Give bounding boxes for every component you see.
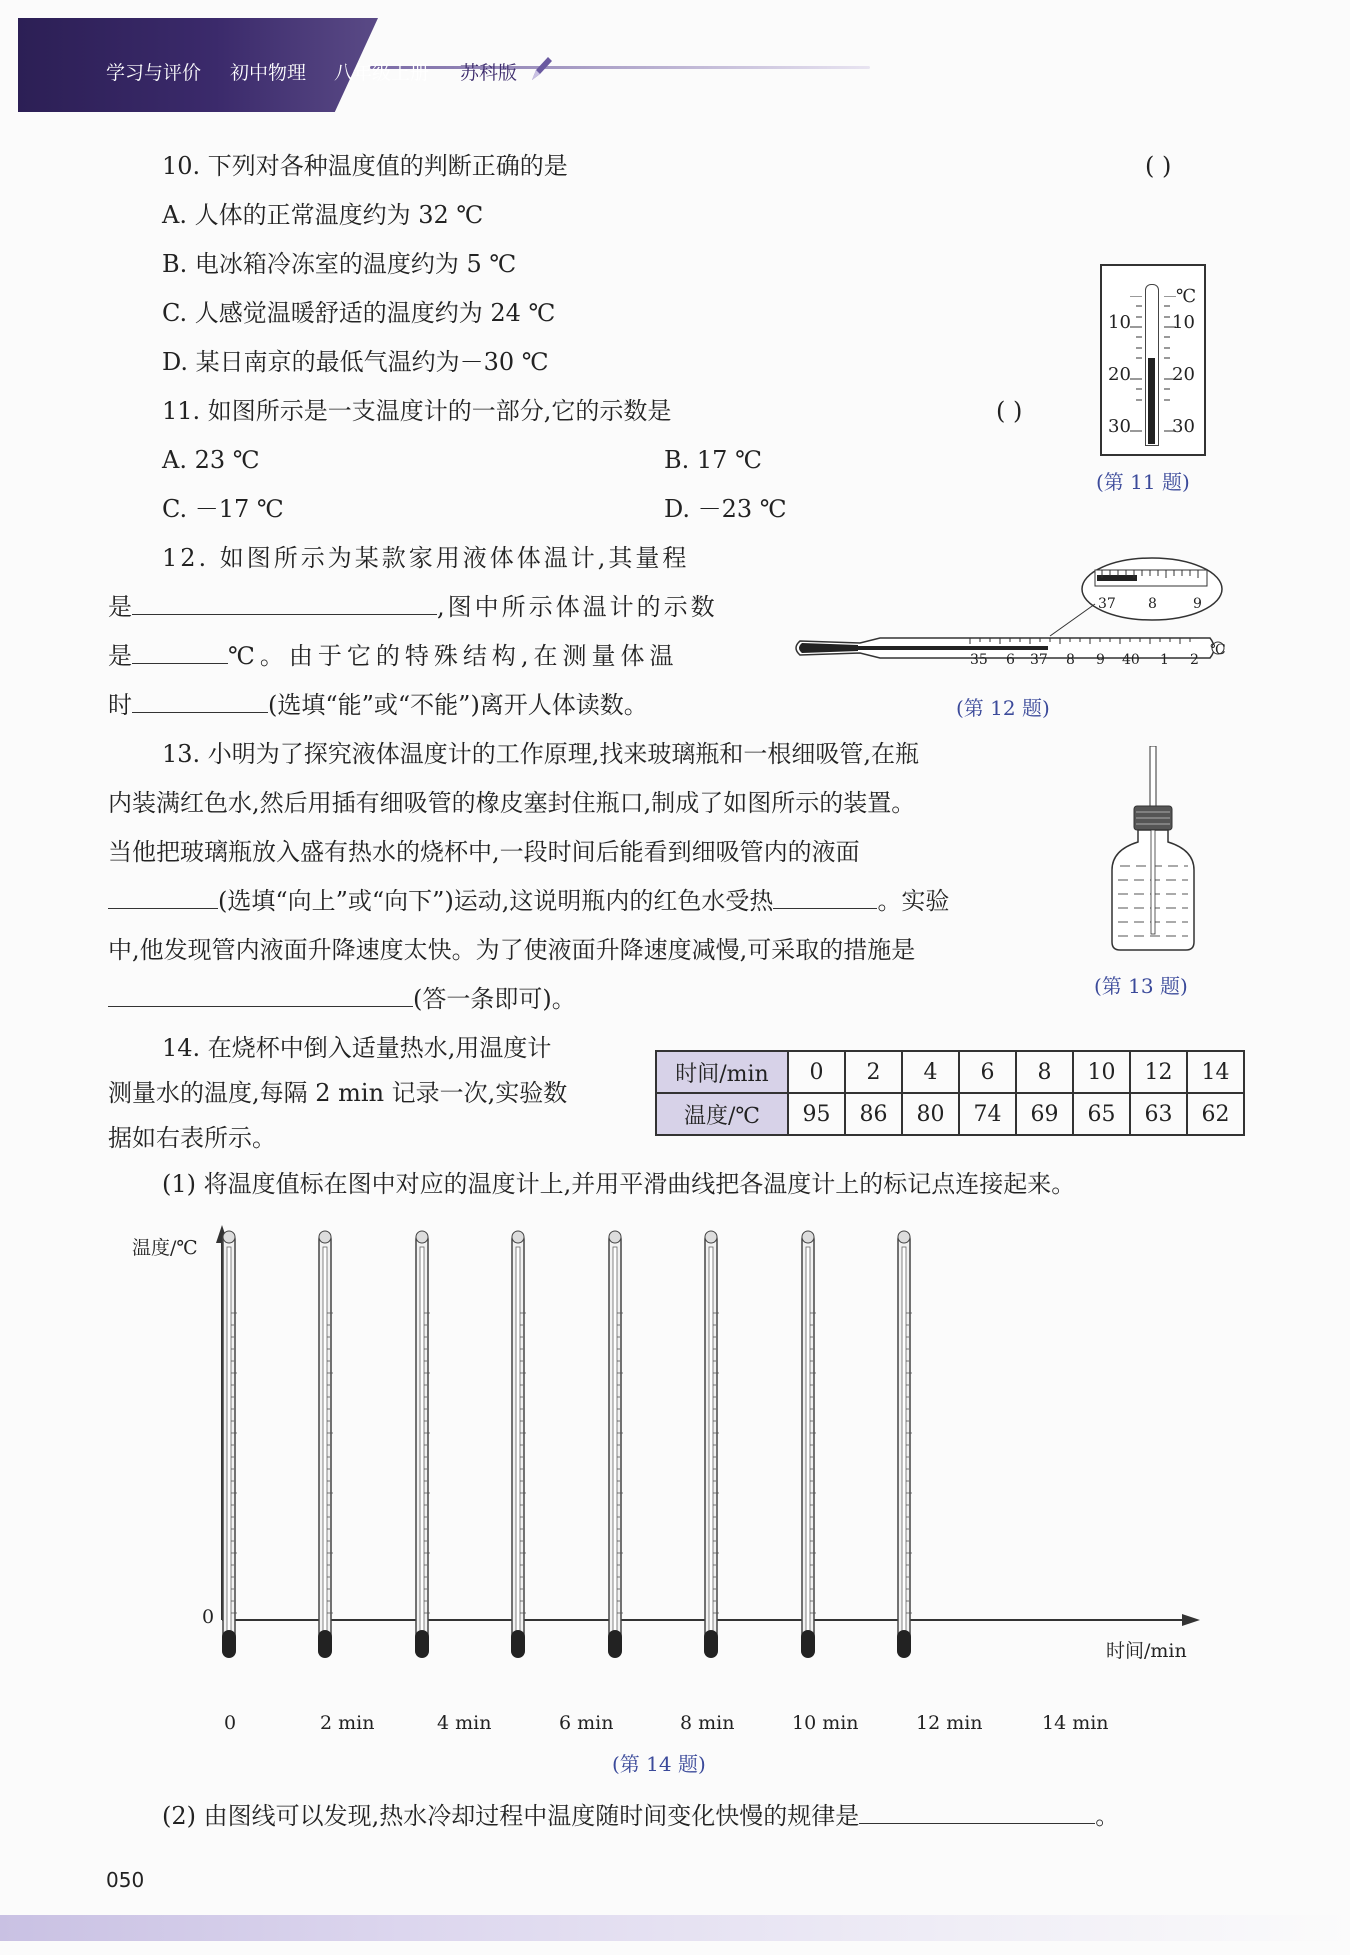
q11-thermometer-figure — [1100, 264, 1206, 456]
q14-thermometer — [608, 1231, 623, 1658]
q14-label-10min: 10 min — [792, 1712, 859, 1734]
q12-zoom-label-9: 9 — [1193, 596, 1202, 612]
q10-option-b: B. 电冰箱冷冻室的温度约为 5 ℃ — [162, 250, 517, 278]
q10-option-d: D. 某日南京的最低气温约为－30 ℃ — [162, 348, 549, 376]
table-cell: 74 — [959, 1093, 1016, 1135]
q14-thermometer — [704, 1231, 719, 1658]
q14-data-table — [655, 1050, 1245, 1136]
q12-scale-9: 9 — [1096, 652, 1105, 668]
table-cell: 0 — [788, 1051, 845, 1093]
q12-scale-37: 37 — [1030, 652, 1048, 668]
q14-thermometers — [222, 1231, 912, 1658]
q14-y-axis-label: 温度/℃ — [132, 1237, 198, 1259]
header-edition: 苏科版 — [460, 62, 518, 84]
table-head-time: 时间/min — [656, 1051, 788, 1093]
q14-thermometer — [222, 1231, 237, 1658]
table-cell: 86 — [845, 1093, 902, 1135]
q14-label-12min: 12 min — [916, 1712, 983, 1734]
q14-thermometer — [801, 1231, 816, 1658]
q12-scale-1: 1 — [1160, 652, 1169, 668]
q12-scale-8: 8 — [1066, 652, 1075, 668]
q13-bottle-figure — [1108, 746, 1208, 952]
q13-line2: 内装满红色水,然后用插有细吸管的橡皮塞封住瓶口,制成了如图所示的装置。 — [108, 789, 916, 817]
header-grade: 八年级上册 — [334, 62, 430, 84]
q13-line4: (选填“向上”或“向下”)运动,这说明瓶内的红色水受热 。实验 — [108, 885, 949, 917]
table-cell: 8 — [1016, 1051, 1073, 1093]
header-series: 学习与评价 — [106, 62, 202, 84]
q11-unit: ℃ — [1176, 286, 1197, 307]
q14-label-14min: 14 min — [1042, 1712, 1109, 1734]
q14-label-2min: 2 min — [320, 1712, 375, 1734]
table-cell: 6 — [959, 1051, 1016, 1093]
q14-thermometer — [415, 1231, 430, 1658]
q14-label-8min: 8 min — [680, 1712, 735, 1734]
q12-unit: ℃ — [1210, 642, 1226, 658]
q12-caption: (第 12 题) — [956, 696, 1050, 720]
q10-option-a: A. 人体的正常温度约为 32 ℃ — [162, 201, 484, 229]
q14-thermometer — [318, 1231, 333, 1658]
page-number: 050 — [106, 1868, 145, 1892]
q13-caption: (第 13 题) — [1094, 974, 1188, 998]
q13-line1: 13. 小明为了探究液体温度计的工作原理,找来玻璃瓶和一根细吸管,在瓶 — [162, 740, 920, 768]
q11-stem: 11. 如图所示是一支温度计的一部分,它的示数是 — [162, 397, 672, 425]
q14-part1: (1) 将温度值标在图中对应的温度计上,并用平滑曲线把各温度计上的标记点连接起来。 — [162, 1170, 1076, 1198]
q14-line2: 测量水的温度,每隔 2 min 记录一次,实验数 — [108, 1079, 568, 1107]
table-cell: 95 — [788, 1093, 845, 1135]
table-cell: 4 — [902, 1051, 959, 1093]
q14-line1: 14. 在烧杯中倒入适量热水,用温度计 — [162, 1034, 552, 1062]
q13-line3: 当他把玻璃瓶放入盛有热水的烧杯中,一段时间后能看到细吸管内的液面 — [108, 838, 860, 866]
q12-zoom-label-37: 37 — [1098, 596, 1116, 612]
q12-line1: 12. 如图所示为某款家用液体体温计,其量程 — [162, 544, 690, 572]
q11-tick-left-20: 20 — [1108, 364, 1131, 385]
q12-scale-2: 2 — [1190, 652, 1199, 668]
q11-scale-ticks — [1130, 296, 1176, 446]
q14-label-6min: 6 min — [559, 1712, 614, 1734]
q14-line3: 据如右表所示。 — [108, 1124, 276, 1152]
table-cell: 63 — [1130, 1093, 1187, 1135]
q12-line4: 时 (选填“能”或“不能”)离开人体读数。 — [108, 691, 648, 719]
table-cell: 14 — [1187, 1051, 1244, 1093]
q13-line6: (答一条即可)。 — [108, 983, 576, 1015]
q11-answer-paren: ( ) — [996, 397, 1023, 425]
table-cell: 62 — [1187, 1093, 1244, 1135]
table-cell: 65 — [1073, 1093, 1130, 1135]
q14-thermometer — [511, 1231, 526, 1658]
q11-option-d: D. －23 ℃ — [664, 495, 787, 523]
footer-band — [0, 1915, 1350, 1941]
q14-label-0: 0 — [224, 1712, 237, 1734]
q12-line3: 是 ℃。由于它的特殊结构,在测量体温 — [108, 642, 679, 670]
q14-x-axis-label: 时间/min — [1106, 1640, 1187, 1662]
q11-caption: (第 11 题) — [1096, 470, 1190, 494]
table-cell: 69 — [1016, 1093, 1073, 1135]
q14-part2: (2) 由图线可以发现,热水冷却过程中温度随时间变化快慢的规律是 。 — [162, 1802, 1120, 1830]
q14-thermometer-array-figure — [120, 1225, 1210, 1730]
q11-tick-right-10: 10 — [1172, 312, 1195, 333]
q13-line5: 中,他发现管内液面升降速度太快。为了使液面升降速度减慢,可采取的措施是 — [108, 936, 916, 964]
q11-option-c: C. －17 ℃ — [162, 495, 284, 523]
table-cell: 10 — [1073, 1051, 1130, 1093]
q12-scale-35: 35 — [970, 652, 988, 668]
header-subject: 初中物理 — [230, 62, 307, 84]
q14-x-axis-arrow — [1182, 1614, 1200, 1626]
q12-scale-6: 6 — [1006, 652, 1015, 668]
table-cell: 2 — [845, 1051, 902, 1093]
q11-option-a: A. 23 ℃ — [162, 446, 260, 474]
q11-tick-left-10: 10 — [1108, 312, 1131, 333]
table-cell: 80 — [902, 1093, 959, 1135]
q14-origin-label: 0 — [202, 1606, 215, 1628]
q10-option-c: C. 人感觉温暖舒适的温度约为 24 ℃ — [162, 299, 556, 327]
q14-thermometer — [897, 1231, 912, 1658]
q14-label-4min: 4 min — [437, 1712, 492, 1734]
q10-answer-paren: ( ) — [1145, 152, 1172, 180]
q11-option-b: B. 17 ℃ — [664, 446, 762, 474]
q11-tick-right-20: 20 — [1172, 364, 1195, 385]
header-rule — [370, 66, 870, 69]
q12-zoom-label-8: 8 — [1148, 596, 1157, 612]
q12-line2: 是 ,图中所示体温计的示数 — [108, 593, 718, 621]
q14-caption: (第 14 题) — [612, 1752, 706, 1776]
table-row-time — [656, 1051, 1244, 1093]
q12-scale-40: 40 — [1122, 652, 1140, 668]
table-cell: 12 — [1130, 1051, 1187, 1093]
table-row-temperature — [656, 1093, 1244, 1135]
q10-stem: 10. 下列对各种温度值的判断正确的是 — [162, 152, 568, 180]
q11-tick-left-30: 30 — [1108, 416, 1131, 437]
pencil-icon — [528, 54, 554, 84]
q11-tick-right-30: 30 — [1172, 416, 1195, 437]
table-head-temperature: 温度/℃ — [656, 1093, 788, 1135]
